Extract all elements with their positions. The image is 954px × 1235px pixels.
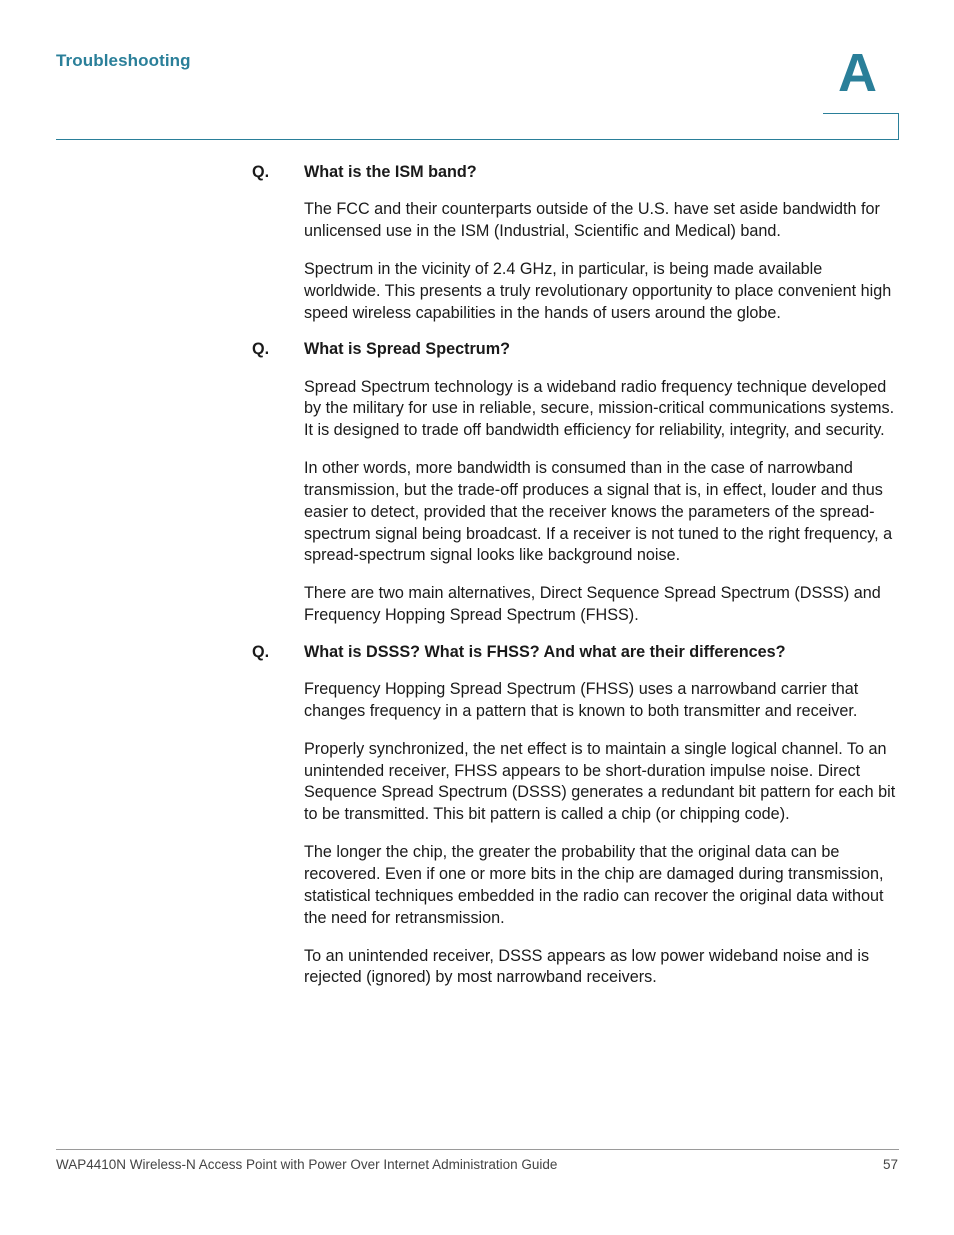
footer-divider (56, 1149, 899, 1150)
footer-document-title: WAP4410N Wireless-N Access Point with Power Over Internet Administration Guide (56, 1157, 558, 1172)
answer-paragraph: The FCC and their counterparts outside of the U.S. have set aside bandwidth for unlicensed use in the ISM (Industrial, Scientific and Medical) band. (304, 200, 880, 240)
question-row (252, 161, 900, 183)
chapter-tab-outline (823, 113, 899, 140)
faq-content (252, 161, 900, 1003)
page-number: 57 (882, 1157, 898, 1172)
answer-paragraph: Spread Spectrum technology is a wideband radio frequency technique developed by the military for use in reliable, secure, mission-critical communications systems. It is designed to trade off bandwidth efficiency for reliability, integrity, and security. (304, 377, 895, 440)
question-label: Q. (252, 340, 270, 359)
faq-item-spread-spectrum (252, 338, 900, 627)
question-row (252, 338, 900, 360)
answer-paragraph: Properly synchronized, the net effect is to maintain a single logical channel. To an unintended receiver, FHSS appears to be short-duration impulse noise. Direct Sequence Spread Spectrum (DSSS) generates a redundant bit pattern for each bit to be transmitted. This bit pattern is called a chip (or chipping code). (304, 739, 896, 824)
section-title: Troubleshooting (56, 51, 191, 70)
answer-paragraph: In other words, more bandwidth is consumed than in the case of narrowband transmission, but the trade-off produces a signal that is, in effect, louder and thus easier to detect, provided that the receiver knows the parameters of the spread-spectrum signal being broadcast. If a receiver is not tuned to the right frequency, a spread-spectrum signal looks like background noise. (304, 459, 893, 565)
question-text: What is DSSS? What is FHSS? And what are their differences? (304, 642, 786, 661)
question-text: What is Spread Spectrum? (304, 340, 510, 359)
answer-paragraph: To an unintended receiver, DSSS appears as low power wideband noise and is rejected (ignored) by most narrowband receivers. (304, 946, 870, 987)
answer-paragraph: Frequency Hopping Spread Spectrum (FHSS) uses a narrowband carrier that changes frequency in a pattern that is known to both transmitter and receiver. (304, 680, 859, 720)
chapter-letter: A (838, 43, 877, 103)
answer-paragraph: The longer the chip, the greater the probability that the original data can be recovered. Even if one or more bits in the chip are damaged during transmission, statistical techniques embedded in the radio can recover the original data without the need for retransmission. (304, 843, 884, 927)
question-label: Q. (252, 642, 270, 661)
faq-item-dsss-fhss (252, 641, 900, 989)
answer-paragraph: Spectrum in the vicinity of 2.4 GHz, in particular, is being made available worldwide. This presents a truly revolutionary opportunity to place convenient high speed wireless capabilities in the hands of users around the globe. (304, 259, 892, 322)
question-label: Q. (252, 163, 270, 181)
answer-paragraph: There are two main alternatives, Direct Sequence Spread Spectrum (DSSS) and Frequency Hopping Spread Spectrum (FHSS). (304, 584, 881, 625)
question-text: What is the ISM band? (304, 163, 477, 181)
header-divider (56, 139, 899, 140)
question-row (252, 641, 900, 663)
faq-item-ism-band (252, 161, 900, 324)
